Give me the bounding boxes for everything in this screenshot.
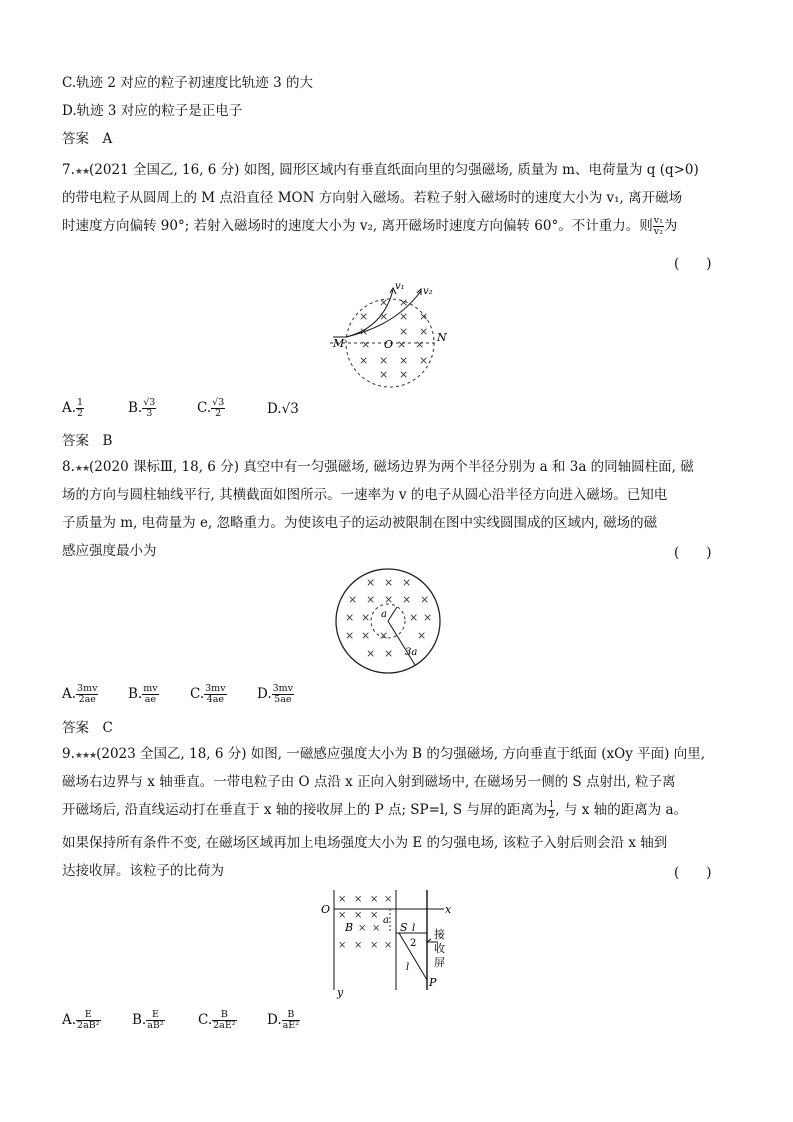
q9-label-half-l-num: l xyxy=(412,923,416,934)
svg-text:×: × xyxy=(415,338,425,351)
q8-number: 8. xyxy=(62,459,75,475)
q9-text-3a: 开磁场后, 沿直线运动打在垂直于 x 轴的接收屏上的 P 点; SP=l, S 与屏的距离为 xyxy=(62,802,548,818)
q9-difficulty-stars: ★★★ xyxy=(74,751,97,761)
q8-line4: 感应强度最小为 xyxy=(62,543,157,559)
q9-line1 xyxy=(62,744,705,766)
svg-text:×: × xyxy=(348,593,358,606)
q7-option-b[interactable]: B. $\frac{√3}{3}$ xyxy=(128,397,156,419)
q7-label-v2: v₂ xyxy=(423,286,433,297)
q7-label-o: O xyxy=(384,338,394,351)
q7-answer-bracket: ( ) xyxy=(674,256,712,272)
q8-text-1: (2020 课标Ⅲ, 18, 6 分) 真空中有一匀强磁场, 磁场边界为两个半径分别为 a 和 3a 的同轴圆柱面, 磁 xyxy=(89,459,694,475)
q7-text-1: (2021 全国乙, 16, 6 分) 如图, 圆形区域内有垂直纸面向里的匀强磁场, 质量为 m、电荷量为 q (q>0) xyxy=(89,162,699,178)
q9-line5: 达接收屏。该粒子的比荷为 xyxy=(62,863,224,879)
svg-text:×: × xyxy=(359,354,369,367)
svg-text:×: × xyxy=(379,296,389,309)
q8-label-3a: 3a xyxy=(405,647,418,658)
q9-text-3b: , 与 x 轴的距离为 a。 xyxy=(555,802,688,818)
svg-text:×: × xyxy=(409,611,419,624)
svg-text:×: × xyxy=(420,593,430,606)
q7-field-crosses xyxy=(359,296,428,381)
q7-figure xyxy=(325,278,455,390)
answer-q7: 答案 B xyxy=(62,433,113,449)
q9-line2: 磁场右边界与 x 轴垂直。一带电粒子由 O 点沿 x 正向入射到磁场中, 在磁场另一侧的 S 点射出, 粒子离 xyxy=(62,774,676,790)
svg-text:×: × xyxy=(366,647,376,660)
svg-text:×: × xyxy=(384,576,394,589)
svg-text:×: × xyxy=(399,325,409,338)
q9-line3 xyxy=(62,800,687,821)
q9-label-screen-3: 屏 xyxy=(434,956,445,969)
q7-label-n: N xyxy=(437,331,447,344)
svg-text:×: × xyxy=(354,894,363,905)
q9-options xyxy=(62,1010,462,1034)
svg-text:×: × xyxy=(417,629,427,642)
q7-line1 xyxy=(62,160,699,182)
q9-label-y: y xyxy=(337,986,344,999)
svg-text:×: × xyxy=(361,611,371,624)
option-c-text: C.轨迹 2 对应的粒子初速度比轨迹 3 的大 xyxy=(62,75,313,91)
q9-answer-bracket: ( ) xyxy=(674,865,712,881)
svg-text:×: × xyxy=(402,593,412,606)
svg-text:×: × xyxy=(366,576,376,589)
svg-text:×: × xyxy=(345,611,355,624)
svg-text:×: × xyxy=(419,354,429,367)
svg-text:×: × xyxy=(358,923,367,934)
q8-line2: 场的方向与圆柱轴线平行, 其横截面如图所示。一速率为 v 的电子从圆心沿半径方向进入磁场。已知电 xyxy=(62,487,668,503)
q9-option-c[interactable]: C. $\frac{B}{\text{2aE²}}$ xyxy=(198,1009,236,1031)
answer-q6: 答案 A xyxy=(62,131,113,147)
svg-text:×: × xyxy=(419,325,429,338)
q9-label-p: P xyxy=(429,976,437,989)
q9-option-b[interactable]: B. $\frac{E}{\text{aB²}}$ xyxy=(132,1009,164,1031)
answer-q8: 答案 C xyxy=(62,720,113,736)
svg-text:×: × xyxy=(384,940,393,951)
q7-difficulty-stars: ★★ xyxy=(74,167,90,177)
svg-text:×: × xyxy=(399,296,409,309)
q9-label-l: l xyxy=(406,962,410,973)
svg-text:×: × xyxy=(384,593,394,606)
q7-label-v1: v₁ xyxy=(395,281,405,292)
q7-text-3: 时速度方向偏转 90°; 若射入磁场时的速度大小为 v₂, 离开磁场时速度方向偏转 60°。不计重力。则 xyxy=(62,218,653,234)
q7-line3: 时速度方向偏转 90°; 若射入磁场时的速度大小为 v₂, 离开磁场时速度方向偏转 60°。不计重力。则 $\frac{\text{v₁}}{\text{v₂}}$ 为 xyxy=(62,215,678,237)
q9-label-a: a xyxy=(383,915,389,926)
svg-text:×: × xyxy=(379,310,389,323)
q9-label-s: S xyxy=(400,921,408,934)
svg-text:×: × xyxy=(354,940,363,951)
svg-text:×: × xyxy=(338,894,347,905)
q8-option-a[interactable]: A. $\frac{3mv}{2ae}$ xyxy=(62,683,98,705)
svg-text:×: × xyxy=(384,894,393,905)
q9-line4: 如果保持所有条件不变, 在磁场区域再加上电场强度大小为 E 的匀强电场, 该粒子入射后则会沿 x 轴到 xyxy=(62,835,668,851)
q8-difficulty-stars: ★★ xyxy=(74,464,90,474)
svg-text:×: × xyxy=(338,940,347,951)
svg-text:×: × xyxy=(402,576,412,589)
q9-option-d[interactable]: D. $\frac{B}{\text{aE²}}$ xyxy=(267,1009,300,1031)
svg-text:×: × xyxy=(370,894,379,905)
q7-ratio-fraction: $\frac{\text{v₁}}{\text{v₂}}$ xyxy=(653,215,663,237)
q9-figure xyxy=(320,886,460,1000)
svg-text:×: × xyxy=(399,354,409,367)
q9-label-half-l-den: 2 xyxy=(410,938,417,949)
q8-line1 xyxy=(62,457,694,479)
q8-option-d[interactable]: D. $\frac{3mv}{5ae}$ xyxy=(257,683,294,705)
svg-text:×: × xyxy=(399,368,409,381)
svg-text:×: × xyxy=(423,611,433,624)
svg-text:×: × xyxy=(379,368,389,381)
q9-option-a[interactable]: A. $\frac{E}{\text{2aB²}}$ xyxy=(62,1009,100,1031)
q8-line3: 子质量为 m, 电荷量为 e, 忽略重力。为使该电子的运动被限制在图中实线圆围成的区域内, 磁场的磁 xyxy=(62,515,658,531)
svg-text:×: × xyxy=(399,310,409,323)
option-d-text: D.轨迹 3 对应的粒子是正电子 xyxy=(62,103,243,119)
svg-text:×: × xyxy=(384,647,394,660)
q8-answer-bracket: ( ) xyxy=(674,545,712,561)
svg-text:×: × xyxy=(397,338,407,351)
svg-text:×: × xyxy=(419,310,429,323)
q9-label-b: B xyxy=(345,921,354,934)
q9-label-screen-2: 收 xyxy=(434,942,445,955)
q7-options xyxy=(62,398,462,422)
svg-text:×: × xyxy=(345,629,355,642)
q8-option-c[interactable]: C. $\frac{3mv}{4ae}$ xyxy=(190,683,226,705)
q9-label-o: O xyxy=(321,903,331,916)
q7-number: 7. xyxy=(62,162,75,178)
q9-half-l-fraction: $\frac{l}{2}$ xyxy=(548,799,555,821)
svg-text:×: × xyxy=(354,910,363,921)
q9-label-screen-1: 接 xyxy=(434,928,445,941)
svg-text:×: × xyxy=(359,325,369,338)
svg-text:×: × xyxy=(361,629,371,642)
svg-text:×: × xyxy=(379,354,389,367)
svg-text:×: × xyxy=(379,629,389,642)
q9-label-x: x xyxy=(445,903,452,916)
svg-text:×: × xyxy=(366,593,376,606)
q7-option-d[interactable]: D.√3 xyxy=(267,401,299,417)
q8-option-b[interactable]: B. $\frac{mv}{ae}$ xyxy=(128,683,158,705)
q9-number: 9. xyxy=(62,746,75,762)
svg-text:×: × xyxy=(370,940,379,951)
q7-label-m: M xyxy=(333,337,345,350)
q8-options xyxy=(62,684,462,708)
svg-text:×: × xyxy=(361,338,371,351)
q8-figure xyxy=(333,566,443,676)
svg-text:×: × xyxy=(359,310,369,323)
svg-text:×: × xyxy=(370,910,379,921)
q8-label-a: a xyxy=(381,609,387,620)
q7-option-c[interactable]: C. $\frac{√3}{2}$ xyxy=(197,397,225,419)
q8-radius-a xyxy=(388,607,397,621)
q9-text-1: (2023 全国乙, 18, 6 分) 如图, 一磁感应强度大小为 B 的匀强磁场, 方向垂直于纸面 (xOy 平面) 向里, xyxy=(96,746,705,762)
svg-text:×: × xyxy=(372,923,381,934)
q7-line2: 的带电粒子从圆周上的 M 点沿直径 MON 方向射入磁场。若粒子射入磁场时的速度大小为 v₁, 离开磁场 xyxy=(62,190,683,206)
svg-text:×: × xyxy=(338,910,347,921)
q8-field-crosses xyxy=(345,576,432,660)
q7-option-a[interactable]: A. $\frac{1}{2}$ xyxy=(62,397,84,419)
